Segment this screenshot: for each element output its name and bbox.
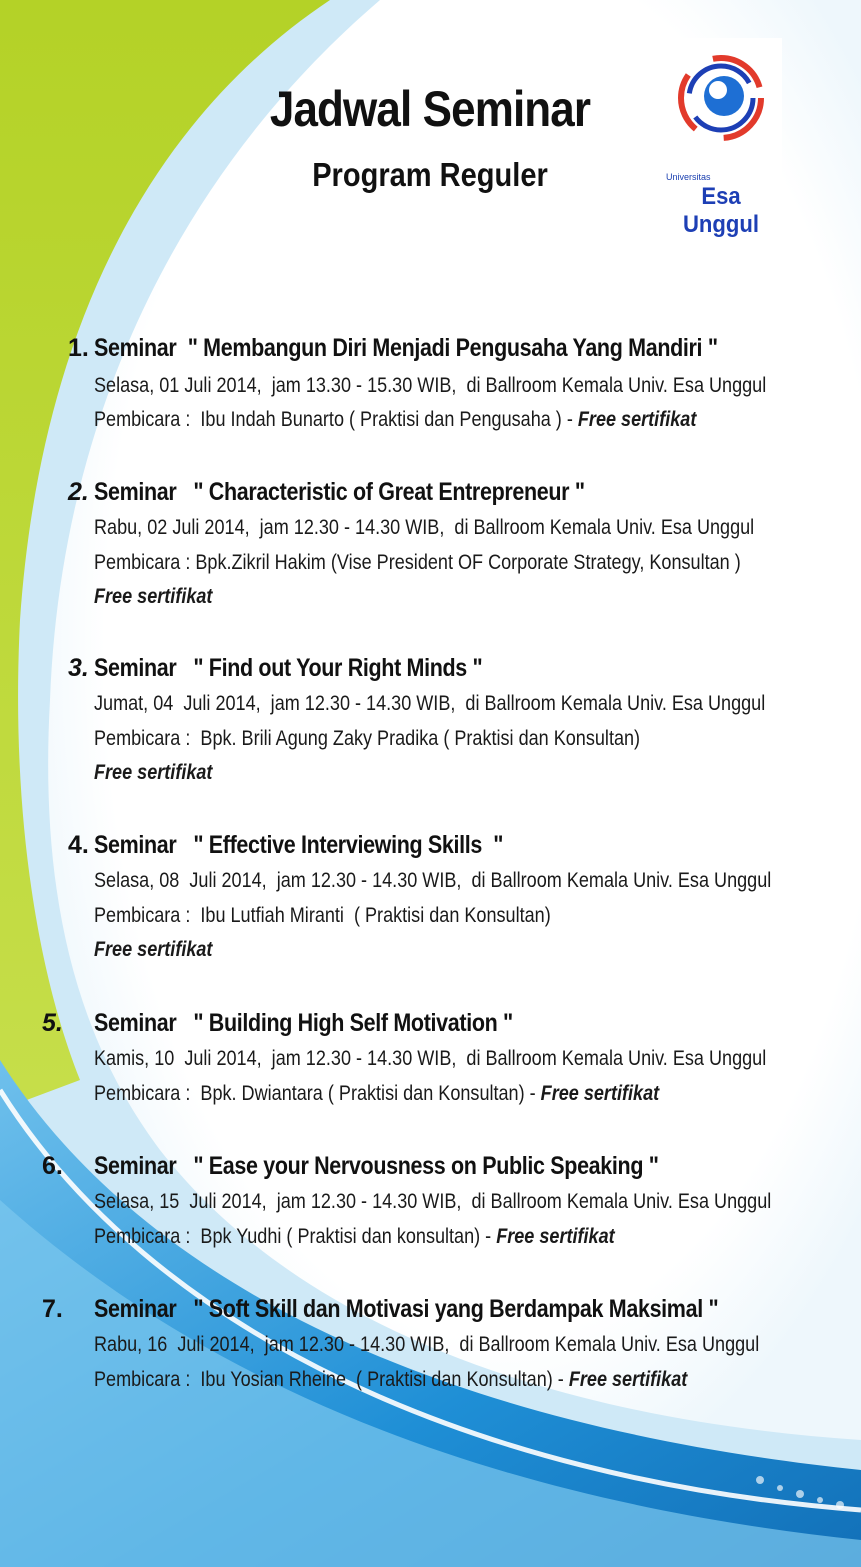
seminar-speaker: Pembicara : Bpk Yudhi ( Praktisi dan konsultan) - [94, 1225, 497, 1248]
seminar-number: 7. [42, 1295, 63, 1323]
seminar-speaker-line [94, 1225, 615, 1249]
free-certificate: Free sertifikat [496, 1225, 615, 1248]
free-certificate: Free sertifikat [94, 585, 213, 608]
logo-small-text: Universitas [666, 172, 711, 182]
seminar-schedule: Selasa, 01 Juli 2014, jam 13.30 - 15.30 WIB, di Ballroom Kemala Univ. Esa Unggul [94, 374, 767, 397]
seminar-title: Seminar " Find out Your Right Minds " [94, 654, 483, 682]
seminar-speaker: Pembicara : Bpk. Dwiantara ( Praktisi dan Konsultan) - [94, 1082, 541, 1105]
seminar-title: Seminar " Membangun Diri Menjadi Pengusaha Yang Mandiri " [94, 334, 718, 362]
free-certificate: Free sertifikat [577, 408, 697, 431]
seminar-speaker: Pembicara : Ibu Indah Bunarto ( Praktisi dan Pengusaha ) - [94, 408, 578, 431]
free-certificate: Free sertifikat [568, 1368, 688, 1391]
seminar-title: Seminar " Effective Interviewing Skills " [94, 831, 504, 859]
seminar-number: 1. [68, 334, 89, 362]
seminar-title: Seminar " Ease your Nervousness on Public Speaking " [94, 1152, 659, 1180]
seminar-speaker-line [94, 408, 696, 432]
free-certificate: Free sertifikat [94, 761, 213, 784]
seminar-title: Seminar " Soft Skill dan Motivasi yang Berdampak Maksimal " [94, 1295, 719, 1323]
page-title: Jadwal Seminar [269, 81, 591, 137]
seminar-schedule: Selasa, 08 Juli 2014, jam 12.30 - 14.30 WIB, di Ballroom Kemala Univ. Esa Unggul [94, 869, 772, 892]
logo-emblem-icon [666, 38, 776, 168]
seminar-schedule: Jumat, 04 Juli 2014, jam 12.30 - 14.30 WIB, di Ballroom Kemala Univ. Esa Unggul [94, 692, 766, 715]
seminar-title: Seminar " Building High Self Motivation " [94, 1009, 513, 1037]
seminar-number: 5. [42, 1009, 63, 1037]
seminar-schedule: Kamis, 10 Juli 2014, jam 12.30 - 14.30 WIB, di Ballroom Kemala Univ. Esa Unggul [94, 1047, 767, 1070]
seminar-schedule: Selasa, 15 Juli 2014, jam 12.30 - 14.30 WIB, di Ballroom Kemala Univ. Esa Unggul [94, 1190, 772, 1213]
seminar-speaker-line [94, 1082, 659, 1106]
free-certificate: Free sertifikat [94, 938, 213, 961]
university-logo [660, 38, 782, 238]
seminar-number: 3. [68, 654, 89, 682]
seminar-speaker: Pembicara : Bpk. Brili Agung Zaky Pradika ( Praktisi dan Konsultan) [94, 727, 641, 750]
seminar-speaker-line [94, 1368, 687, 1392]
free-certificate: Free sertifikat [540, 1082, 660, 1105]
seminar-schedule: Rabu, 02 Juli 2014, jam 12.30 - 14.30 WIB, di Ballroom Kemala Univ. Esa Unggul [94, 516, 755, 539]
seminar-speaker: Pembicara : Ibu Yosian Rheine ( Praktisi dan Konsultan) - [94, 1368, 569, 1391]
logo-name: Esa Unggul [682, 183, 760, 238]
seminar-speaker: Pembicara : Ibu Lutfiah Miranti ( Praktisi dan Konsultan) [94, 904, 551, 927]
seminar-schedule: Rabu, 16 Juli 2014, jam 12.30 - 14.30 WIB, di Ballroom Kemala Univ. Esa Unggul [94, 1333, 760, 1356]
page-subtitle: Program Reguler [312, 156, 548, 193]
seminar-number: 6. [42, 1152, 63, 1180]
seminar-number: 2. [68, 478, 89, 506]
seminar-title: Seminar " Characteristic of Great Entrepreneur " [94, 478, 585, 506]
seminar-number: 4. [68, 831, 89, 859]
seminar-speaker: Pembicara : Bpk.Zikril Hakim (Vise President OF Corporate Strategy, Konsultan ) [94, 551, 741, 574]
